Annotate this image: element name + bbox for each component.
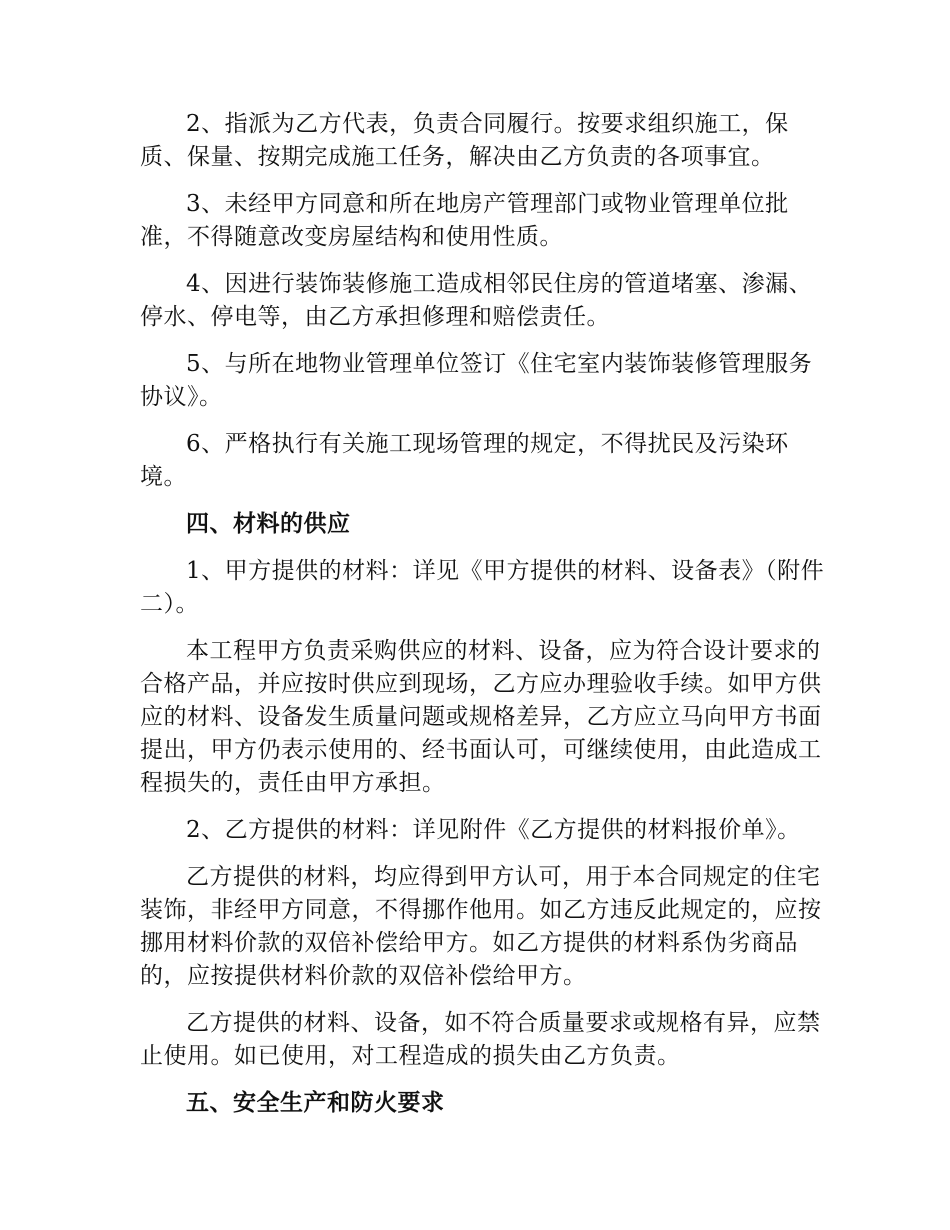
paragraph-party-b-quality: 乙方提供的材料、设备，如不符合质量要求或规格有异，应禁止使用。如已使用，对工程造成的损失由乙方负责。: [140, 1010, 821, 1069]
clause-4-damage: 4、因进行装饰装修施工造成相邻民住房的管道堵塞、渗漏、停水、停电等，由乙方承担修理和赔偿责任。: [140, 271, 813, 330]
section-heading-materials: 四、材料的供应: [186, 511, 351, 537]
document-page: [140, 108, 830, 1134]
clause-5-agreement: 5、与所在地物业管理单位签订《住宅室内装饰装修管理服务协议》。: [140, 351, 813, 410]
clause-party-a-materials: 1、甲方提供的材料：详见《甲方提供的材料、设备表》（附件二）。: [140, 558, 825, 617]
paragraph-party-a-supply: 本工程甲方负责采购供应的材料、设备，应为符合设计要求的合格产品，并应按时供应到现场，乙方应办理验收手续。如甲方供应的材料、设备发生质量问题或规格差异，乙方应立马向甲方书面提出，甲方仍表示使用的、经书面认可，可继续使用，由此造成工程损失的，责任由甲方承担。: [140, 638, 822, 796]
paragraph-party-b-approval: 乙方提供的材料，均应得到甲方认可，用于本合同规定的住宅装饰，非经甲方同意，不得挪作他用。如乙方违反此规定的，应按挪用材料价款的双倍补偿给甲方。如乙方提供的材料系伪劣商品的，应按提供材料价款的双倍补偿给甲方。: [140, 864, 822, 989]
clause-2-representative: 2、指派为乙方代表，负责合同履行。按要求组织施工，保质、保量、按期完成施工任务，解决由乙方负责的各项事宜。: [140, 111, 789, 170]
clause-party-b-materials: 2、乙方提供的材料：详见附件《乙方提供的材料报价单》。: [186, 817, 801, 843]
clause-3-structure: 3、未经甲方同意和所在地房产管理部门或物业管理单位批准，不得随意改变房屋结构和使用性质。: [140, 191, 789, 250]
section-heading-safety: 五、安全生产和防火要求: [186, 1090, 445, 1116]
clause-6-site-management: 6、严格执行有关施工现场管理的规定，不得扰民及污染环境。: [140, 431, 789, 490]
